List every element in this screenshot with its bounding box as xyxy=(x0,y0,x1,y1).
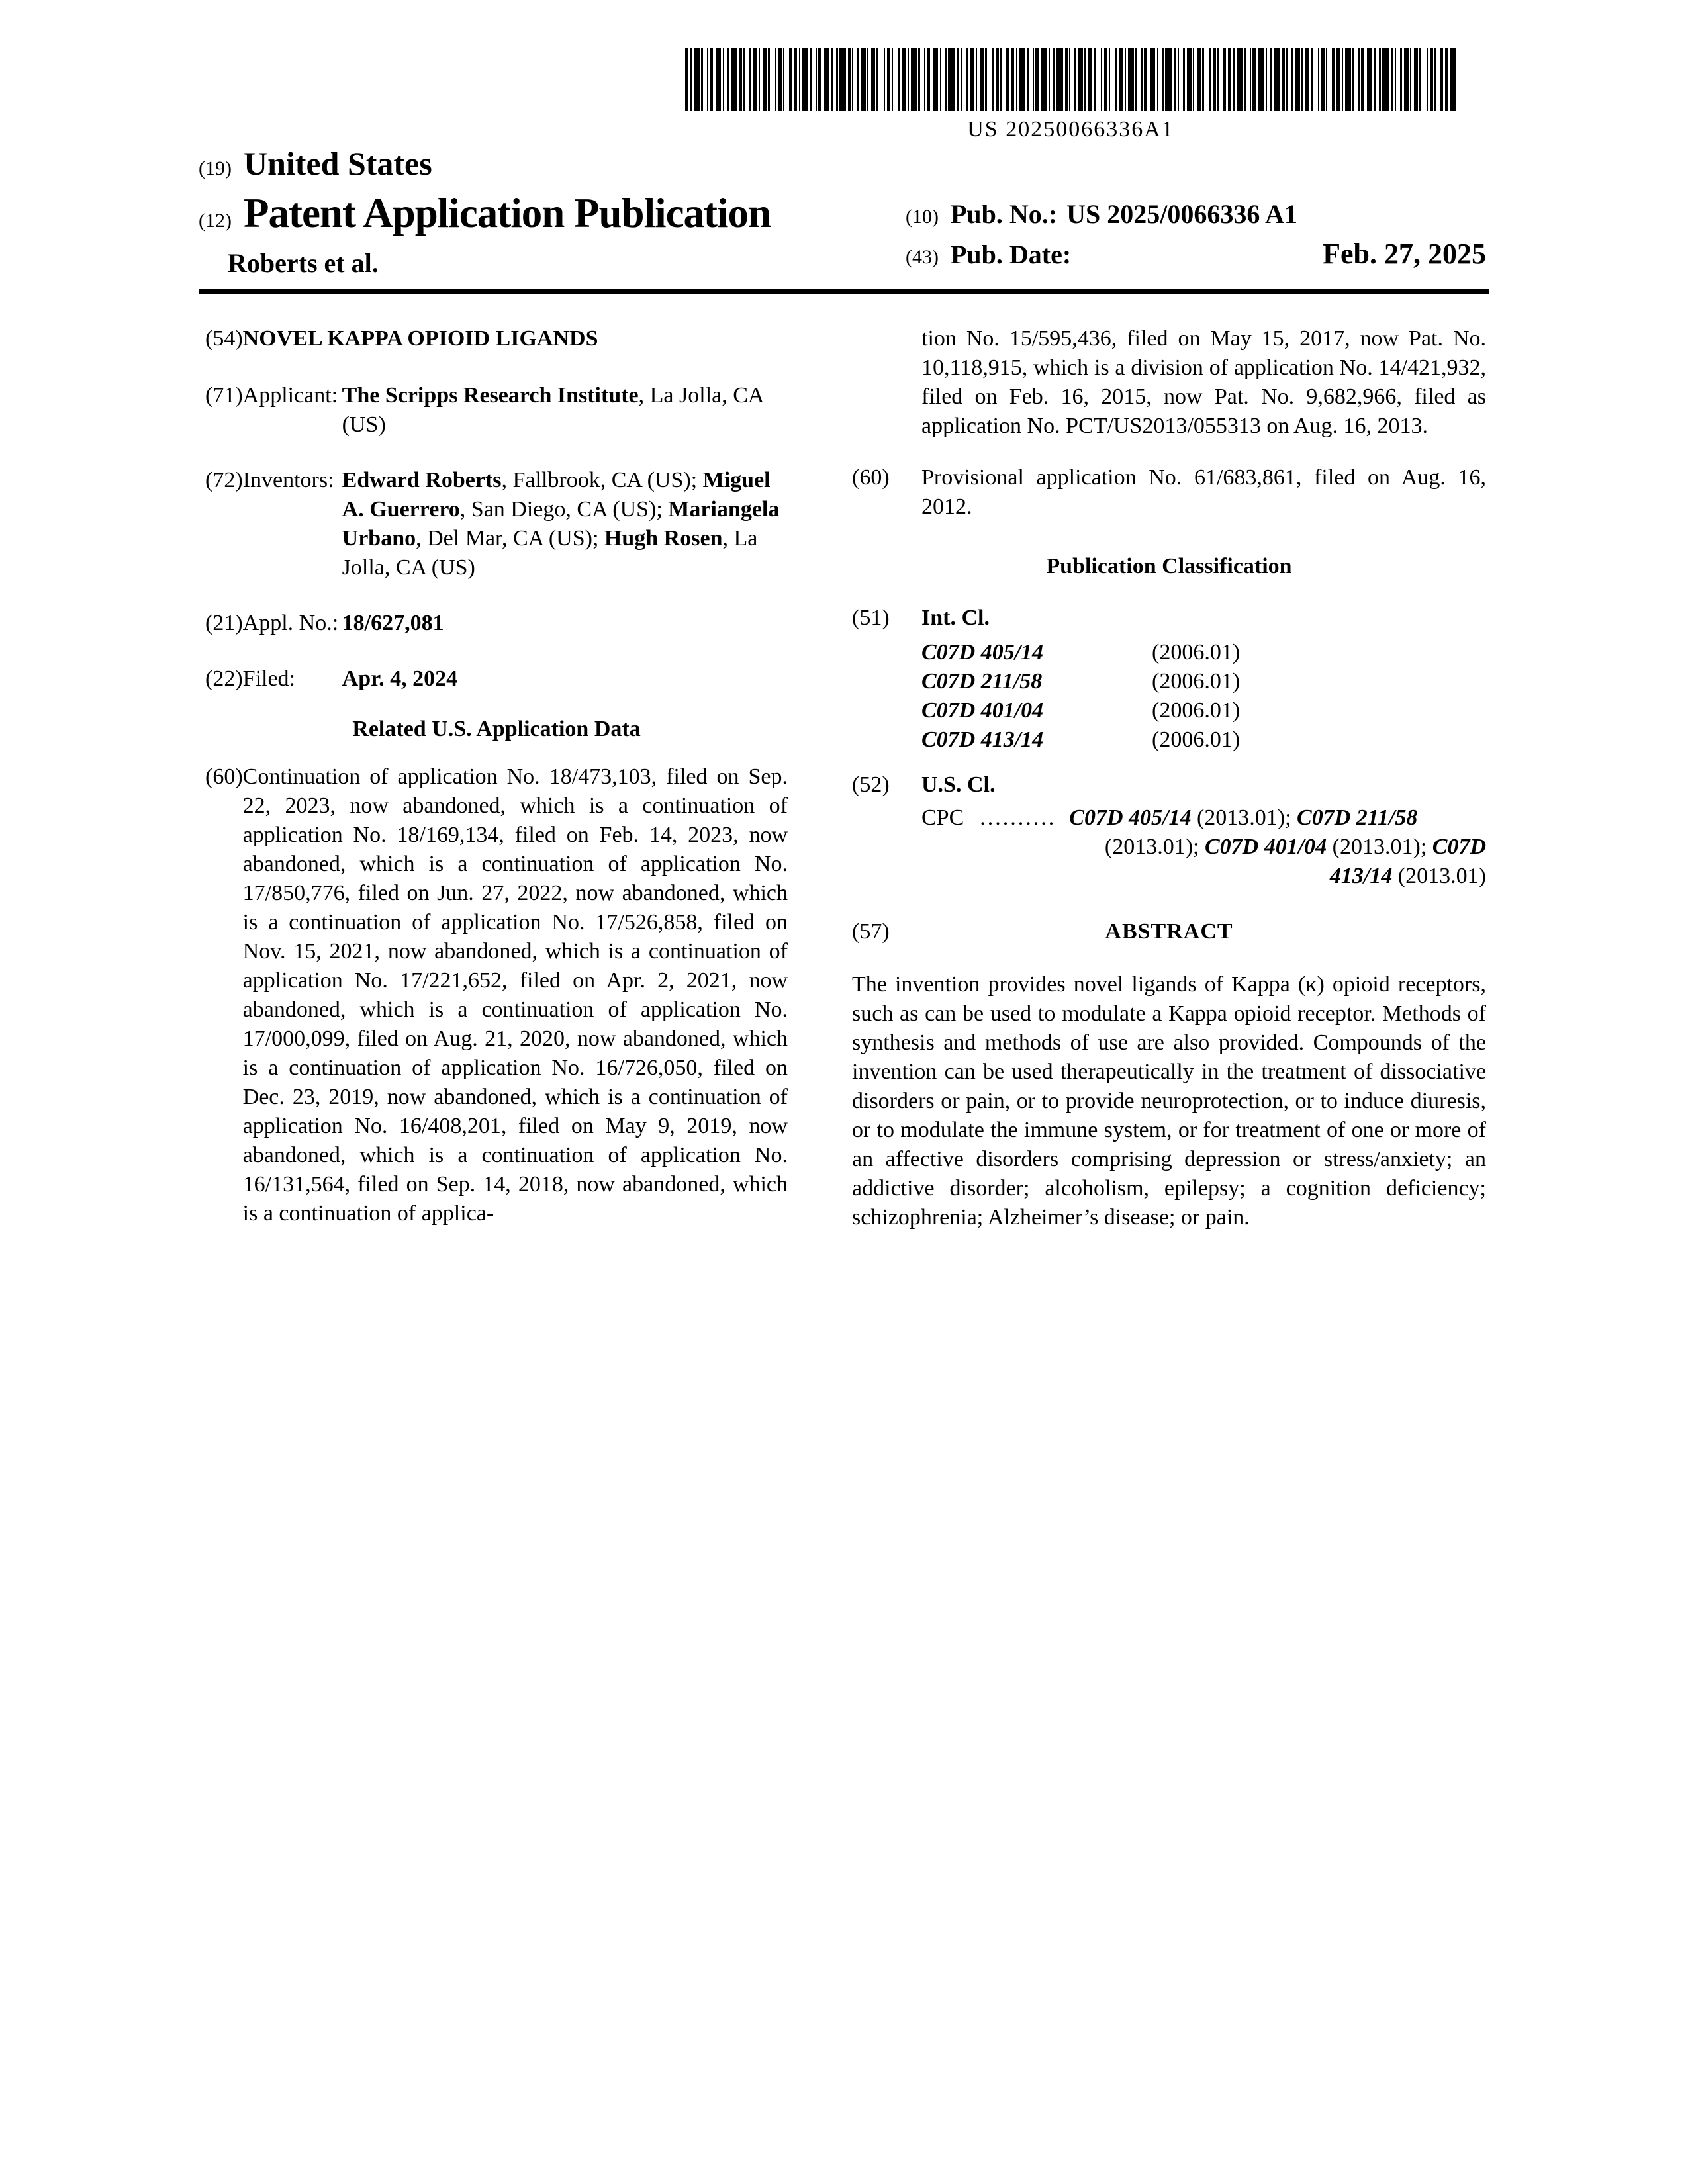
country-code-num: (19) xyxy=(199,158,232,179)
applicant-value xyxy=(342,381,788,439)
field-72-inventors xyxy=(205,466,788,582)
field-number: (22) xyxy=(205,666,243,691)
int-cl-row xyxy=(921,696,1486,725)
abstract-text: The invention provides novel ligands of Kappa (κ) opioid receptors, such as can be used to modulate a Kappa opioid receptor. Methods of synthesis and methods of use are also provided. Compounds of the invention can be used therapeutically in the treatment of dissociative disorders or pain, or to provide neuroprotection, or to induce diuresis, or to modulate the immune system, or for treatment of one or more of an affective disorders comprising depression or stress/anxiety; an addictive disorder; alcoholism, epilepsy; a cognition deficiency; schizophrenia; Alzheimer’s disease; or pain. xyxy=(852,972,1486,1230)
provisional-text: Provisional application No. 61/683,861, filed on Aug. 16, 2012. xyxy=(921,465,1486,519)
field-60-related xyxy=(205,762,788,1228)
field-number: (21) xyxy=(205,611,243,635)
inventor-location: , La Jolla, CA (US) xyxy=(342,526,758,580)
related-data-heading: Related U.S. Application Data xyxy=(352,717,641,741)
cpc-line xyxy=(921,862,1486,891)
field-number: (54) xyxy=(205,326,243,351)
cpc-version: (2013.01); xyxy=(1327,835,1432,859)
field-number: (60) xyxy=(852,465,890,490)
pub-no-num: (10) xyxy=(906,206,939,228)
left-column xyxy=(205,324,788,1228)
pub-no-label: Pub. No.: xyxy=(950,199,1058,229)
field-number: (57) xyxy=(852,919,890,944)
pub-date-label: Pub. Date: xyxy=(950,240,1072,269)
applicant-label: Applicant: xyxy=(242,383,338,408)
int-cl-version: (2006.01) xyxy=(1152,669,1241,694)
header-divider xyxy=(199,289,1489,294)
applicant-location: , La Jolla, CA (US) xyxy=(342,383,763,437)
field-number: (52) xyxy=(852,772,890,797)
int-cl-table xyxy=(921,638,1486,754)
applicant-name: The Scripps Research Institute xyxy=(342,383,639,408)
int-cl-code: C07D 405/14 xyxy=(921,640,1044,664)
int-cl-code: C07D 401/04 xyxy=(921,698,1044,723)
field-57-abstract-heading xyxy=(852,917,1486,946)
int-cl-row xyxy=(921,725,1486,754)
filed-label: Filed: xyxy=(242,666,295,691)
publication-classification-heading: Publication Classification xyxy=(1046,554,1292,578)
field-52-us-cl xyxy=(852,770,1486,799)
field-51-int-cl xyxy=(852,604,1486,633)
cpc-label: CPC xyxy=(921,805,964,830)
cpc-line xyxy=(921,803,1486,833)
doc-kind-title: Patent Application Publication xyxy=(243,190,771,236)
cpc-version: (2013.01); xyxy=(1104,835,1205,859)
header-authors: Roberts et al. xyxy=(228,248,379,278)
inventors-label: Inventors: xyxy=(242,468,334,492)
field-54-title xyxy=(205,324,788,353)
field-number: (71) xyxy=(205,383,243,408)
cpc-block xyxy=(921,803,1486,891)
inventor-location: , Del Mar, CA (US); xyxy=(416,526,604,551)
header-doc-kind xyxy=(199,189,771,238)
inventor-location: , Fallbrook, CA (US); xyxy=(501,468,703,492)
field-71-applicant xyxy=(205,381,788,439)
field-number: (72) xyxy=(205,468,243,492)
pub-no-line xyxy=(906,199,1297,230)
us-cl-label: U.S. Cl. xyxy=(921,772,996,797)
cpc-code: C07D xyxy=(1432,835,1486,859)
barcode-number: US 20250066336A1 xyxy=(967,117,1174,142)
invention-title: NOVEL KAPPA OPIOID LIGANDS xyxy=(242,326,598,351)
int-cl-version: (2006.01) xyxy=(1152,698,1241,723)
right-column xyxy=(852,324,1486,1232)
barcode-block xyxy=(685,48,1456,142)
int-cl-version: (2006.01) xyxy=(1152,640,1241,664)
cpc-code: 413/14 xyxy=(1329,864,1393,888)
related-data-text: Continuation of application No. 18/473,103, filed on Sep. 22, 2023, now abandoned, which is a continuation of application No. 18/169,134, filed on Feb. 14, 2023, now abandoned, which is a continuation of application No. 17/850,776, filed on Jun. 27, 2022, now abandoned, which is a continuation of application No. 17/526,858, filed on Nov. 15, 2021, now abandoned, which is a continuation of application No. 17/221,652, filed on Apr. 2, 2021, now abandoned, which is a continuation of application No. 17/000,099, filed on Aug. 21, 2020, now abandoned, which is a continuation of application No. 16/726,050, filed on Dec. 23, 2019, now abandoned, which is a continuation of application No. 16/408,201, filed on May 9, 2019, now abandoned, which is a continuation of application No. 16/131,564, filed on Sep. 14, 2018, now abandoned, which is a continuation of applica- xyxy=(242,764,788,1226)
header-country xyxy=(199,144,432,183)
pub-date-num: (43) xyxy=(906,246,939,268)
doc-kind-num: (12) xyxy=(199,210,232,232)
cpc-line xyxy=(921,833,1486,862)
inventor-name: Hugh Rosen xyxy=(604,526,723,551)
cpc-code: C07D 211/58 xyxy=(1297,805,1418,830)
continuation-text: tion No. 15/595,436, filed on May 15, 2017, now Pat. No. 10,118,915, which is a division of application No. 14/421,932, filed on Feb. 16, 2015, now Pat. No. 9,682,966, filed as application No. PCT/US2013/055313 on Aug. 16, 2013. xyxy=(921,326,1486,438)
int-cl-code: C07D 413/14 xyxy=(921,727,1044,752)
cpc-code: C07D 405/14 xyxy=(1069,805,1192,830)
inventor-name: Mariangela Urbano xyxy=(342,497,780,551)
cpc-leader-dots: .......... xyxy=(980,805,1056,830)
pub-no-value: US 2025/0066336 A1 xyxy=(1066,199,1298,229)
field-22-filed xyxy=(205,664,788,694)
pub-date-line xyxy=(906,237,1486,271)
int-cl-row xyxy=(921,667,1486,696)
inventor-name: Edward Roberts xyxy=(342,468,502,492)
int-cl-code: C07D 211/58 xyxy=(921,669,1043,694)
inventor-name: Miguel A. Guerrero xyxy=(342,468,771,522)
appl-no-label: Appl. No.: xyxy=(242,611,339,635)
country-name: United States xyxy=(243,145,432,182)
cpc-version: (2013.01) xyxy=(1392,864,1486,888)
cpc-code: C07D 401/04 xyxy=(1204,835,1327,859)
barcode-icon xyxy=(685,48,1456,111)
int-cl-row xyxy=(921,638,1486,667)
int-cl-label: Int. Cl. xyxy=(921,606,990,630)
int-cl-version: (2006.01) xyxy=(1152,727,1241,752)
inventor-location: , San Diego, CA (US); xyxy=(459,497,669,522)
field-number: (60) xyxy=(205,764,243,789)
filed-value: Apr. 4, 2024 xyxy=(342,666,458,691)
abstract-heading: ABSTRACT xyxy=(1105,919,1233,944)
appl-no-value: 18/627,081 xyxy=(342,611,444,635)
field-60-provisional xyxy=(852,463,1486,522)
cpc-version: (2013.01); xyxy=(1191,805,1297,830)
field-number: (51) xyxy=(852,606,890,630)
pub-date-value: Feb. 27, 2025 xyxy=(1323,238,1486,270)
field-21-appl-no xyxy=(205,609,788,638)
inventors-value xyxy=(342,466,788,582)
